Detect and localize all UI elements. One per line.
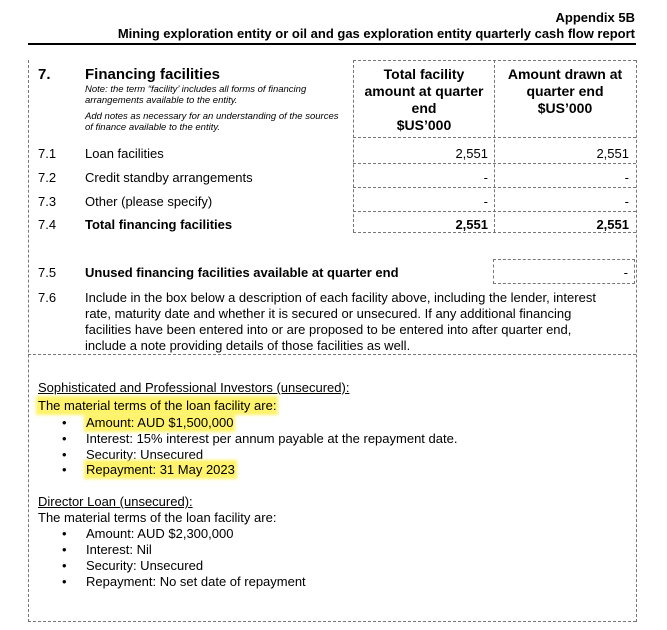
row-divider — [353, 211, 636, 212]
section-note-facility: Note: the term “facility’ includes all forms of financing arrangements available to the entity. — [85, 84, 307, 106]
row-drawn-value: 2,551 — [596, 217, 629, 232]
row-label: Total financing facilities — [85, 217, 233, 232]
row-total-value: - — [483, 170, 488, 185]
list-item: • Amount: AUD $1,500,000 — [62, 415, 234, 430]
row-drawn-value: - — [624, 170, 629, 185]
list-item: • Security: Unsecured — [62, 447, 204, 462]
description-instruction-number: 7.6 — [38, 290, 57, 305]
section-number: 7. — [38, 66, 51, 83]
list-item: • Repayment: No set date of repayment — [62, 574, 306, 589]
list-item: • Interest: Nil — [62, 542, 152, 557]
row-number: 7.1 — [38, 146, 57, 161]
frame-left — [28, 60, 29, 622]
row-number: 7.2 — [38, 170, 57, 185]
appendix-label: Appendix 5B — [555, 10, 635, 25]
facility2-heading: Director Loan (unsecured): — [38, 494, 193, 509]
description-box-top — [28, 354, 636, 355]
facility1-heading: Sophisticated and Professional Investors (unsecured): — [38, 380, 350, 395]
frame-right — [636, 60, 637, 622]
row-total-value: - — [483, 194, 488, 209]
list-item: • Repayment: 31 May 2023 — [62, 462, 235, 477]
row-divider — [353, 232, 636, 233]
row-drawn-value: 2,551 — [596, 146, 629, 161]
row-divider — [353, 187, 636, 188]
row-label: Credit standby arrangements — [85, 170, 253, 185]
row-total-value: 2,551 — [455, 146, 488, 161]
row-number: 7.4 — [38, 217, 57, 232]
frame-bottom — [28, 621, 636, 622]
header-rule — [28, 43, 636, 45]
unused-facilities-label: Unused financing facilities available at quarter end — [85, 265, 399, 280]
col-header-bottom — [353, 137, 636, 138]
list-item: • Interest: 15% interest per annum payable at the repayment date. — [62, 431, 458, 446]
row-divider — [353, 163, 636, 164]
row-total-value: 2,551 — [455, 217, 488, 232]
unused-facilities-number: 7.5 — [38, 265, 57, 280]
col-header-drawn: Amount drawn at quarter end $US’000 — [507, 66, 623, 116]
col-header-total: Total facility amount at quarter end $US’000 — [364, 66, 484, 133]
list-item: • Amount: AUD $2,300,000 — [62, 526, 234, 541]
row-label: Other (please specify) — [85, 194, 213, 209]
list-item: • Security: Unsecured — [62, 558, 204, 573]
section-title: Financing facilities — [85, 66, 221, 83]
unused-facilities-value: - — [623, 265, 628, 280]
facility2-intro: The material terms of the loan facility are: — [38, 510, 277, 525]
report-title: Mining exploration entity or oil and gas exploration entity quarterly cash flow report — [117, 26, 635, 41]
row-number: 7.3 — [38, 194, 57, 209]
section-note-sources: Add notes as necessary for an understanding of the sources of finance available to the entity. — [85, 111, 339, 133]
row-drawn-value: - — [624, 194, 629, 209]
description-instruction-text: Include in the box below a description of each facility above, including the lender, interest rate, maturity date and whether it is secured or unsecured. If any additional financing facilities have been entered into or are proposed to be entered into after quarter end, include a note providing details of those facilities as well. — [85, 290, 596, 353]
row-label: Loan facilities — [85, 146, 164, 161]
facility1-intro: The material terms of the loan facility are: — [38, 398, 277, 413]
